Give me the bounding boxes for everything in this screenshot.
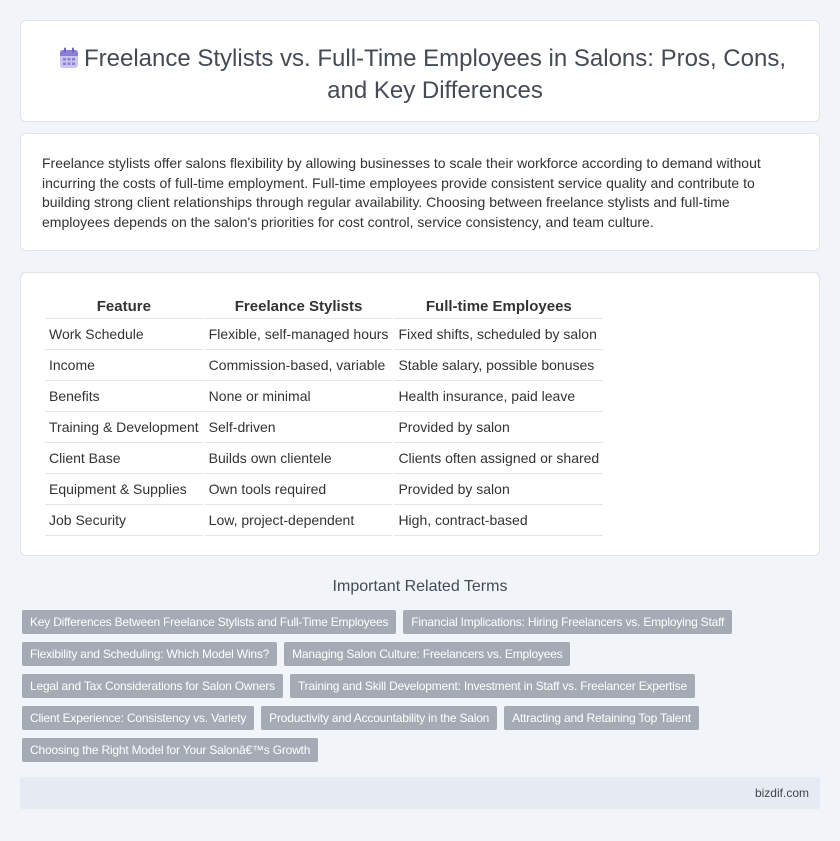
related-term-link[interactable]: Legal and Tax Considerations for Salon Owners bbox=[22, 674, 283, 698]
table-header-row bbox=[45, 295, 603, 319]
table-cell: Equipment & Supplies bbox=[45, 474, 203, 505]
table-row bbox=[45, 474, 603, 505]
tag-row bbox=[22, 642, 812, 666]
column-header-feature: Feature bbox=[45, 295, 203, 319]
table-cell: Fixed shifts, scheduled by salon bbox=[394, 319, 603, 350]
related-term-link[interactable]: Choosing the Right Model for Your Salonâ€™s Growth bbox=[22, 738, 318, 762]
related-term-link[interactable]: Attracting and Retaining Top Talent bbox=[504, 706, 699, 730]
table-row bbox=[45, 443, 603, 474]
table-cell: Job Security bbox=[45, 505, 203, 536]
table-row bbox=[45, 505, 603, 536]
footer bbox=[20, 777, 820, 809]
tag-row bbox=[22, 674, 812, 698]
related-term-link[interactable]: Client Experience: Consistency vs. Variety bbox=[22, 706, 254, 730]
column-header-fulltime: Full-time Employees bbox=[394, 295, 603, 319]
table-cell: Provided by salon bbox=[394, 412, 603, 443]
footer-site-name[interactable]: bizdif.com bbox=[754, 786, 809, 800]
tag-row bbox=[22, 610, 812, 634]
table-cell: Commission-based, variable bbox=[205, 350, 393, 381]
table-cell: Training & Development bbox=[45, 412, 203, 443]
intro-card bbox=[20, 133, 820, 251]
page-title: Freelance Stylists vs. Full-Time Employees in Salons: Pros, Cons, and Key Differences bbox=[83, 45, 786, 104]
intro-paragraph: Freelance stylists offer salons flexibility by allowing businesses to scale their workforce according to demand without incurring the costs of full-time employment. Full-time employees provide consistent service quality and contribute to building strong client relationships through regular availability. Choosing between freelance stylists and full-time employees depends on the salon's priorities for cost control, service consistency, and team culture. bbox=[42, 155, 761, 230]
table-cell: None or minimal bbox=[205, 381, 393, 412]
comparison-card bbox=[20, 272, 820, 556]
table-cell: Own tools required bbox=[205, 474, 393, 505]
related-term-link[interactable]: Key Differences Between Freelance Stylists and Full-Time Employees bbox=[22, 610, 396, 634]
related-term-link[interactable]: Productivity and Accountability in the Salon bbox=[261, 706, 497, 730]
table-row bbox=[45, 412, 603, 443]
table-cell: Builds own clientele bbox=[205, 443, 393, 474]
table-cell: Work Schedule bbox=[45, 319, 203, 350]
table-cell: Provided by salon bbox=[394, 474, 603, 505]
table-cell: Low, project-dependent bbox=[205, 505, 393, 536]
header-card bbox=[20, 20, 820, 122]
table-cell: Self-driven bbox=[205, 412, 393, 443]
table-cell: Health insurance, paid leave bbox=[394, 381, 603, 412]
table-cell: Stable salary, possible bonuses bbox=[394, 350, 603, 381]
related-term-link[interactable]: Financial Implications: Hiring Freelancers vs. Employing Staff bbox=[403, 610, 732, 634]
table-cell: High, contract-based bbox=[394, 505, 603, 536]
related-term-link[interactable]: Training and Skill Development: Investment in Staff vs. Freelancer Expertise bbox=[290, 674, 695, 698]
tag-row bbox=[22, 706, 812, 730]
related-term-link[interactable]: Managing Salon Culture: Freelancers vs. Employees bbox=[284, 642, 570, 666]
table-row bbox=[45, 319, 603, 350]
related-terms-title: Important Related Terms bbox=[332, 578, 508, 595]
table-cell: Benefits bbox=[45, 381, 203, 412]
table-row bbox=[45, 381, 603, 412]
table-cell: Clients often assigned or shared bbox=[394, 443, 603, 474]
related-terms-list bbox=[22, 610, 812, 770]
tag-row bbox=[22, 738, 812, 762]
comparison-table bbox=[43, 295, 605, 536]
table-cell: Client Base bbox=[45, 443, 203, 474]
column-header-freelance: Freelance Stylists bbox=[205, 295, 393, 319]
table-cell: Income bbox=[45, 350, 203, 381]
related-term-link[interactable]: Flexibility and Scheduling: Which Model Wins? bbox=[22, 642, 277, 666]
table-cell: Flexible, self-managed hours bbox=[205, 319, 393, 350]
table-row bbox=[45, 350, 603, 381]
